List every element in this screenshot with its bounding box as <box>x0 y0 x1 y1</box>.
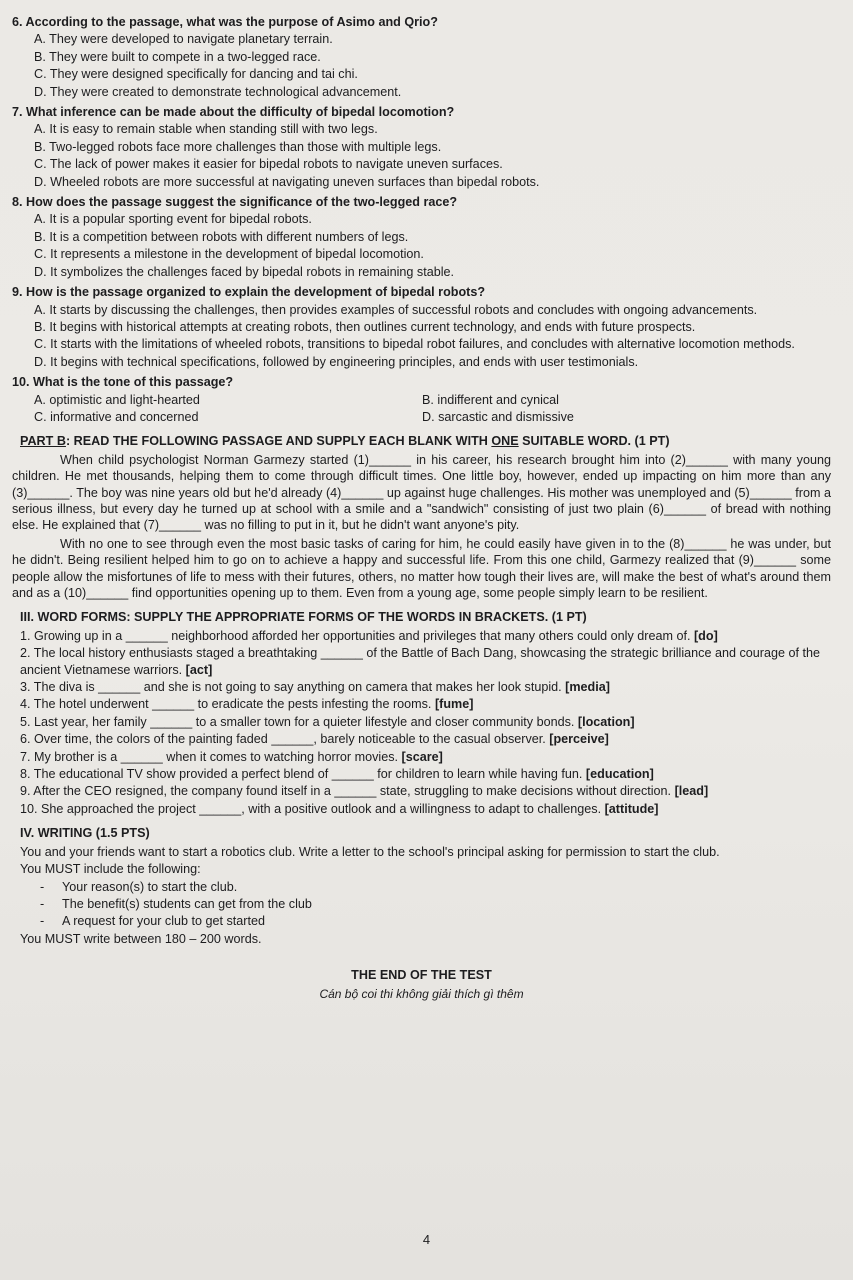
word-form-item: 3. The diva is ______ and she is not going to say anything on camera that makes her look stupid. [media] <box>20 680 610 695</box>
option-d: D. It symbolizes the challenges faced by bipedal robots in remaining stable. <box>34 264 455 279</box>
requirement-item: - The benefit(s) students can get from the club <box>40 896 831 912</box>
option-a: A. It starts by discussing the challenges, then provides examples of successful robots and concludes with ongoing advancements. <box>34 302 758 317</box>
root-word: [scare] <box>401 749 443 764</box>
question-8 <box>12 194 831 280</box>
root-word: [attitude] <box>604 801 659 816</box>
option-c: C. It starts with the limitations of wheeled robots, transitions to bipedal robot failures, and concludes with alternative locomotion methods. <box>34 337 795 352</box>
question-stem: 8. How does the passage suggest the significance of the two-legged race? <box>12 195 458 210</box>
option-c: C. The lack of power makes it easier for bipedal robots to navigate uneven surfaces. <box>34 157 503 172</box>
word-count-requirement: You MUST write between 180 – 200 words. <box>20 931 262 946</box>
writing-prompt: You and your friends want to start a robotics club. Write a letter to the school's principal asking for permission to start the club. <box>20 844 720 859</box>
requirement-item: - A request for your club to get started <box>40 913 831 929</box>
option-b: B. It begins with historical attempts at creating robots, then outlines current technology, and ends with future prospects. <box>34 319 696 334</box>
requirement-item: - Your reason(s) to start the club. <box>40 879 831 895</box>
writing-requirements: You MUST include the following: <box>20 862 201 877</box>
question-stem: 6. According to the passage, what was the purpose of Asimo and Qrio? <box>12 15 438 29</box>
multiple-choice-questions <box>12 14 831 370</box>
passage-paragraph-2: With no one to see through even the most basic tasks of caring for him, he could easily have given in to the (8)______ he was under, but he didn't. Being resilient helped him to go on to achieve a happy and successful life. From this one child, Garmezy realized that (9)______ some people allow the misfortunes of life to mess with their futures, others, no matter how tough their lives are, will make the best of what's around them and as a (10)______ find opportunities opening up to them. Even from a young age, some people simply learn to be resilient. <box>12 536 831 600</box>
question-7 <box>12 104 831 190</box>
option-a: A. They were developed to navigate planetary terrain. <box>34 32 333 47</box>
word-form-item: 1. Growing up in a ______ neighborhood afforded her opportunities and privileges that many others could only dream of. [do] <box>20 628 718 643</box>
option-d: D. It begins with technical specifications, followed by engineering principles, and ends with user testimonials. <box>34 354 639 369</box>
root-word: [location] <box>577 714 635 729</box>
option-b: B. Two-legged robots face more challenges than those with multiple legs. <box>34 139 442 154</box>
word-form-item: 4. The hotel underwent ______ to eradicate the pests infesting the rooms. [fume] <box>20 697 474 712</box>
question-9 <box>12 284 831 370</box>
option-d: D. They were created to demonstrate technological advancement. <box>34 84 402 99</box>
option-b: B. indifferent and cynical <box>422 392 559 407</box>
option-a: A. optimistic and light-hearted <box>34 392 200 407</box>
root-word: [act] <box>185 662 213 677</box>
option-a: A. It is easy to remain stable when standing still with two legs. <box>34 122 378 137</box>
page-number: 4 <box>422 1232 431 1247</box>
option-c: C. informative and concerned <box>34 409 199 424</box>
passage-paragraph-1: When child psychologist Norman Garmezy started (1)______ in his career, his research brought him into (2)______ with many young children. He met thousands, helping them to come through difficult times. One little boy, however, ended up impacting on him more than any (3)______. The boy was nine years old but he'd already (4)______ up against huge challenges. His mother was unemployed and (5)______ from a serious illness, but every day he turned up at school with a smile and a "sandwich" consisting of just two plain (6)______ of bread with nothing else. He explained that (7)______ was no filling to put in it, but he didn't want anyone's pity. <box>12 452 831 533</box>
word-form-item: 10. She approached the project ______, with a positive outlook and a willingness to adapt to challenges. [attitude] <box>20 801 659 816</box>
writing-title: IV. WRITING (1.5 PTS) <box>20 826 150 841</box>
root-word: [do] <box>693 628 718 643</box>
question-stem: 10. What is the tone of this passage? <box>12 375 234 390</box>
option-b: B. They were built to compete in a two-legged race. <box>34 49 321 64</box>
end-of-test: THE END OF THE TEST <box>351 968 492 983</box>
question-stem: 7. What inference can be made about the difficulty of bipedal locomotion? <box>12 105 455 120</box>
root-word: [education] <box>585 767 654 782</box>
word-form-item: 2. The local history enthusiasts staged a breathtaking ______ of the Battle of Bach Dang, showcasing the strategic brilliance and courage of the ancient Vietnamese warriors. [act] <box>20 646 820 677</box>
word-form-item: 5. Last year, her family ______ to a smaller town for a quieter lifestyle and closer community bonds. [location] <box>20 714 635 729</box>
proctor-note: Cán bộ coi thi không giải thích gì thêm <box>319 986 524 1001</box>
question-6 <box>12 14 831 100</box>
option-c: C. It represents a milestone in the development of bipedal locomotion. <box>34 247 424 262</box>
root-word: [perceive] <box>549 732 609 747</box>
question-10 <box>12 374 831 425</box>
word-forms-list <box>12 628 831 817</box>
word-form-item: 9. After the CEO resigned, the company found itself in a ______ state, struggling to make decisions without direction. [lead] <box>20 784 709 799</box>
root-word: [fume] <box>434 697 474 712</box>
option-c: C. They were designed specifically for dancing and tai chi. <box>34 67 358 82</box>
option-d: D. Wheeled robots are more successful at navigating uneven surfaces than bipedal robots. <box>34 174 540 189</box>
option-b: B. It is a competition between robots with different numbers of legs. <box>34 229 409 244</box>
word-form-item: 7. My brother is a ______ when it comes to watching horror movies. [scare] <box>20 749 443 764</box>
word-forms-title: III. WORD FORMS: SUPPLY THE APPROPRIATE FORMS OF THE WORDS IN BRACKETS. (1 PT) <box>20 610 587 625</box>
part-b-title: PART B: READ THE FOLLOWING PASSAGE AND SUPPLY EACH BLANK WITH ONE SUITABLE WORD. (1 PT) <box>20 434 670 449</box>
option-a: A. It is a popular sporting event for bipedal robots. <box>34 212 312 227</box>
option-d: D. sarcastic and dismissive <box>422 409 574 424</box>
word-form-item: 6. Over time, the colors of the painting faded ______, barely noticeable to the casual observer. [perceive] <box>20 732 609 747</box>
root-word: [media] <box>565 680 610 695</box>
word-form-item: 8. The educational TV show provided a perfect blend of ______ for children to learn while having fun. [education] <box>20 767 654 782</box>
question-stem: 9. How is the passage organized to explain the development of bipedal robots? <box>12 285 486 300</box>
root-word: [lead] <box>674 784 709 799</box>
